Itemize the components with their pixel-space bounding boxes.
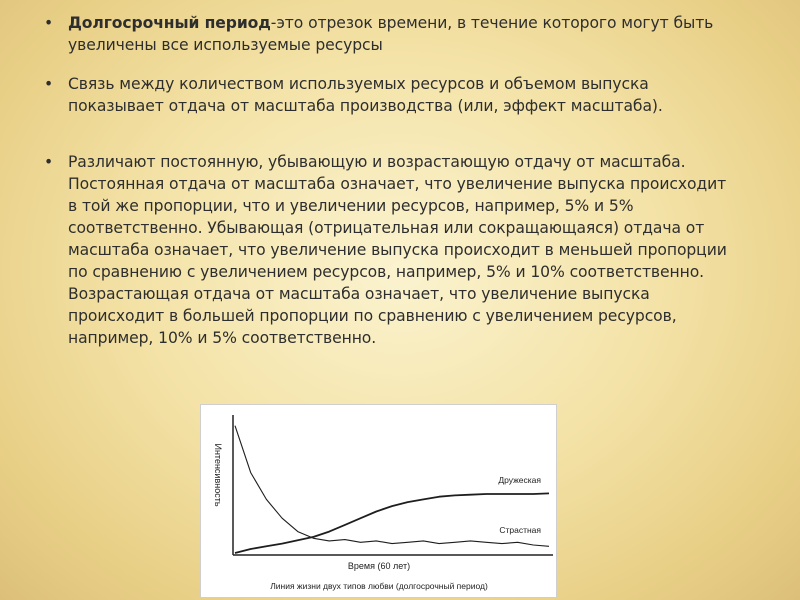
- bullet-text: Различают постоянную, убывающую и возрастающую отдачу от масштаба. Постоянная отдача от масштаба означает, что увеличение выпуска происходит в той же пропорции, что и увеличении ресурсов, например, 5% и 5% соответственно. Убывающая (отрицательная или сокращающаяся) отдача от масштаба означает, что увеличение выпуска происходит в меньшей пропорции по сравнению с увеличением ресурсов, например, 5% и 10% соответственно. Возрастающая отдача от масштаба означает, что увеличение выпуска происходит в большей пропорции по сравнению с увеличением ресурсов, например, 10% и 5% соответственно.: [68, 153, 727, 347]
- term-long-term-period: Долгосрочный период: [68, 14, 271, 32]
- bullet-marker: •: [44, 75, 54, 93]
- bullet-text: Связь между количеством используемых ресурсов и объемом выпуска показывает отдача от масштаба производства (или, эффект масштаба).: [68, 75, 663, 115]
- love-lifeline-figure: [200, 404, 557, 598]
- chart-title: Линия жизни двух типов любви (долгосрочный период): [270, 581, 488, 591]
- series-label-passionate: Страстная: [499, 525, 541, 535]
- x-axis-label: Время (60 лет): [347, 561, 411, 571]
- bullet-types-of-returns: [44, 151, 734, 349]
- term-definition: -это отрезок времени, в течение которого могут быть увеличены все используемые ресурсы: [68, 14, 714, 54]
- bullet-long-term-period: [44, 12, 734, 56]
- series-label-companionate: Дружеская: [498, 475, 541, 485]
- line-chart: [201, 405, 556, 597]
- bullet-text: [68, 12, 734, 56]
- bullet-returns-to-scale: [44, 73, 734, 117]
- bullet-marker: •: [44, 153, 54, 171]
- bullet-marker: •: [44, 14, 54, 32]
- y-axis-label: Интенсивность: [213, 443, 223, 507]
